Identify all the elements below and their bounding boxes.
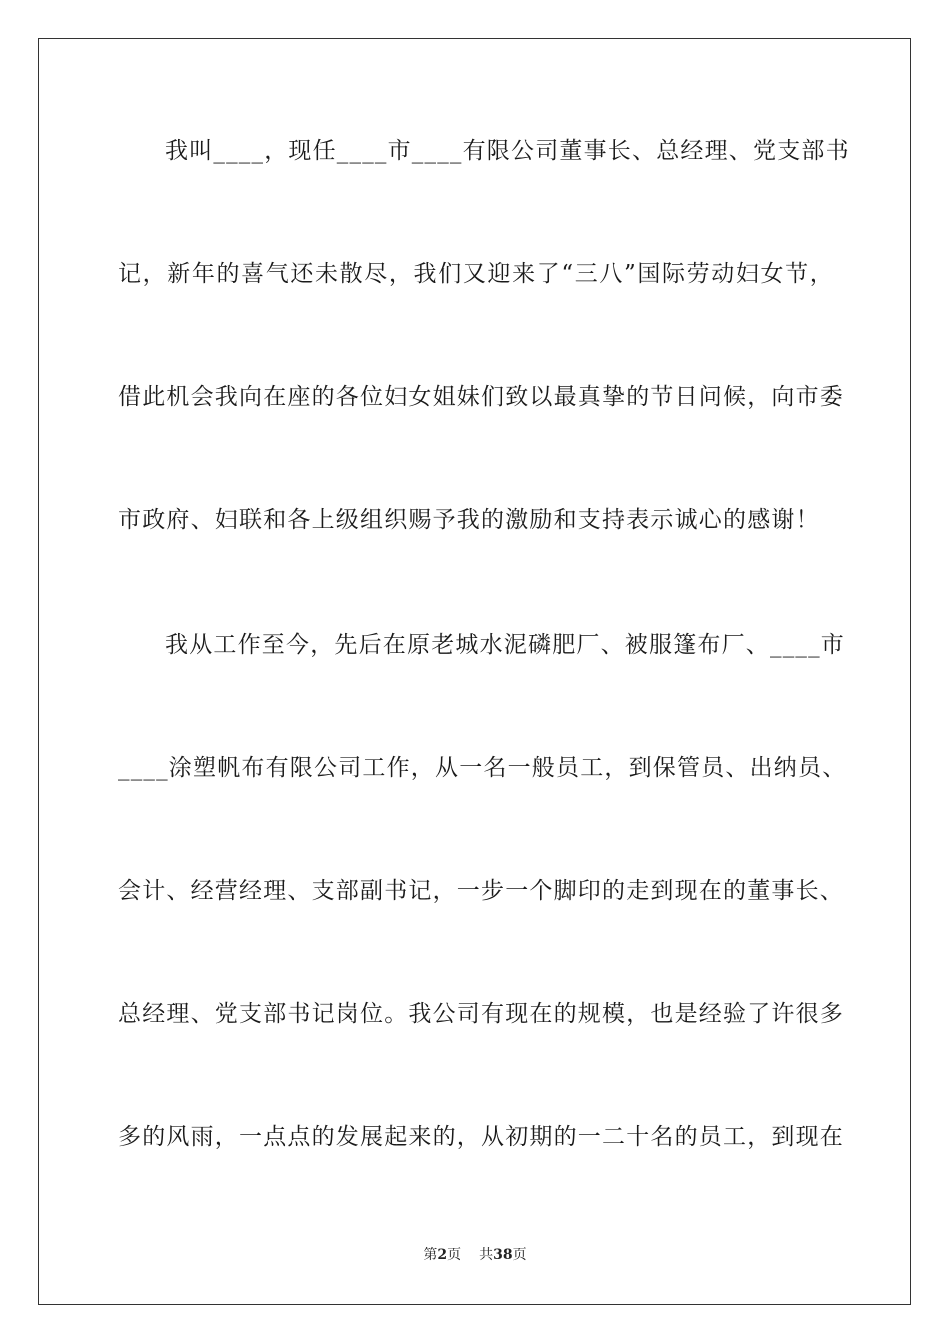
- paragraph-1-line-2: 记，新年的喜气还未散尽，我们又迎来了“三八”国际劳动妇女节，: [118, 261, 834, 287]
- total-page-number: 38: [493, 1247, 513, 1263]
- paragraph-2-line-2: ____涂塑帆布有限公司工作，从一名一般员工，到保管员、出纳员、: [118, 755, 847, 781]
- total-prefix: 共: [479, 1247, 494, 1263]
- page-footer: [0, 1246, 950, 1264]
- total-suffix: 页: [512, 1247, 527, 1263]
- paragraph-2-line-1: 我从工作至今，先后在原老城水泥磷肥厂、被服篷布厂、____市: [165, 632, 845, 658]
- paragraph-1-line-4: 市政府、妇联和各上级组织赐予我的激励和支持表示诚心的感谢！: [118, 507, 820, 533]
- page-suffix: 页: [447, 1247, 462, 1263]
- paragraph-2-line-4: 总经理、党支部书记岗位。我公司有现在的规模，也是经验了许很多: [118, 1001, 844, 1027]
- current-page-number: 2: [437, 1247, 448, 1263]
- paragraph-1-line-3: 借此机会我向在座的各位妇女姐妹们致以最真挚的节日问候，向市委: [118, 384, 844, 410]
- paragraph-2-line-5: 多的风雨，一点点的发展起来的，从初期的一二十名的员工，到现在: [118, 1124, 844, 1150]
- page-border: [38, 38, 911, 1305]
- paragraph-1-line-1: 我叫____，现任____市____有限公司董事长、总经理、党支部书: [165, 138, 850, 164]
- paragraph-2-line-3: 会计、经营经理、支部副书记，一步一个脚印的走到现在的董事长、: [118, 878, 844, 904]
- page-prefix: 第: [423, 1247, 438, 1263]
